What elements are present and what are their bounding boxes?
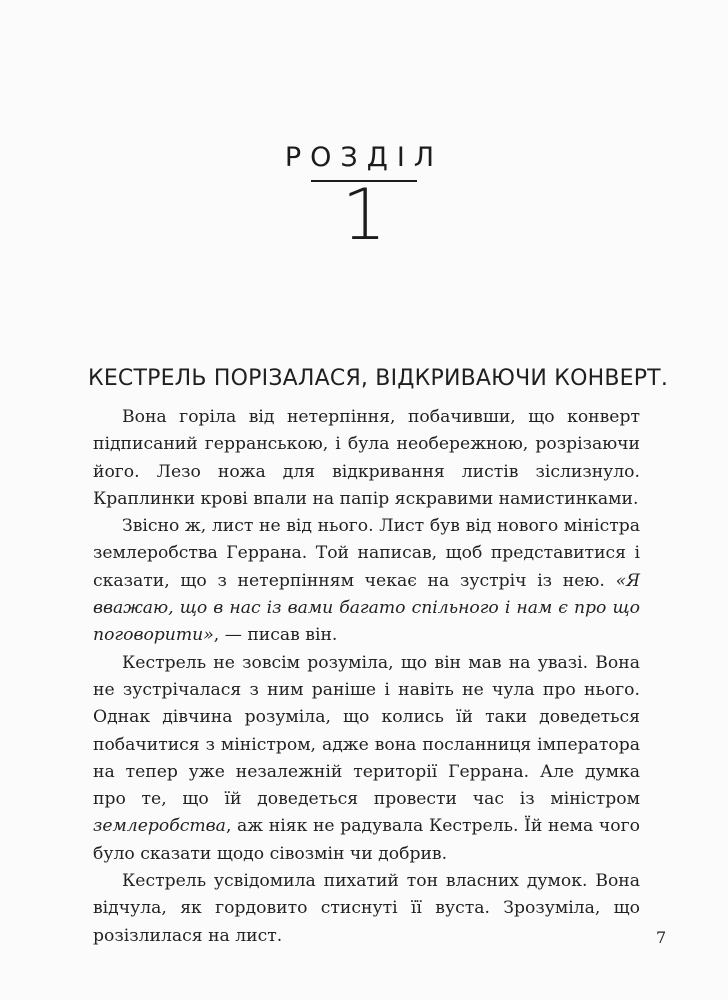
chapter-label: РОЗДІЛ (284, 142, 444, 173)
paragraph-3-emphasis: землеробства (93, 816, 226, 837)
paragraph-2-text: Звісно ж, лист не від нього. Лист був від нового міністра землеробства Геррана. Той написав, щоб представитися і сказати, що з нетерпінням чекає на зустріч із нею. (93, 516, 640, 591)
chapter-number: 1 (341, 174, 387, 256)
paragraph-2-quote: «Я вважаю, що в нас із вами багато спільного і нам є про що поговорити» (93, 570, 640, 646)
paragraph-1: Вона горіла від нетерпіння, побачивши, що конверт підписаний герранською, і була необережною, розрізаючи його. Лезо ножа для відкривання листів зіслизнуло. Краплинки крові впали на папір яскравими намистинками. (93, 407, 640, 509)
paragraph-2 (93, 513, 640, 649)
page-number: 7 (656, 928, 667, 947)
paragraph-3-tail: , аж ніяк не радувала Кестрель. Їй нема чого було сказати щодо сівозмін чи добрив. (93, 816, 640, 864)
paragraph-2-tail: , — писав він. (213, 625, 338, 646)
paragraph-3-text: Кестрель не зовсім розуміла, що він мав на увазі. Вона не зустрічалася з ним раніше і навіть не чула про нього. Однак дівчина розуміла, що колись їй таки доведеться побачитися з міністром, адже вона посланниця імператора на тепер уже незалежній території Геррана. Але думка про те, що їй доведеться провести час із міністром (93, 652, 640, 810)
paragraph-3 (93, 650, 640, 868)
body-text (93, 404, 640, 950)
opening-line: КЕСТРЕЛЬ ПОРІЗАЛАСЯ, ВІДКРИВАЮЧИ КОНВЕРТ. (88, 366, 669, 391)
paragraph-4: Кестрель усвідомила пихатий тон власних думок. Вона відчула, як гордовито стиснуті її вуста. Зрозуміла, що розізлилася на лист. (93, 871, 640, 946)
